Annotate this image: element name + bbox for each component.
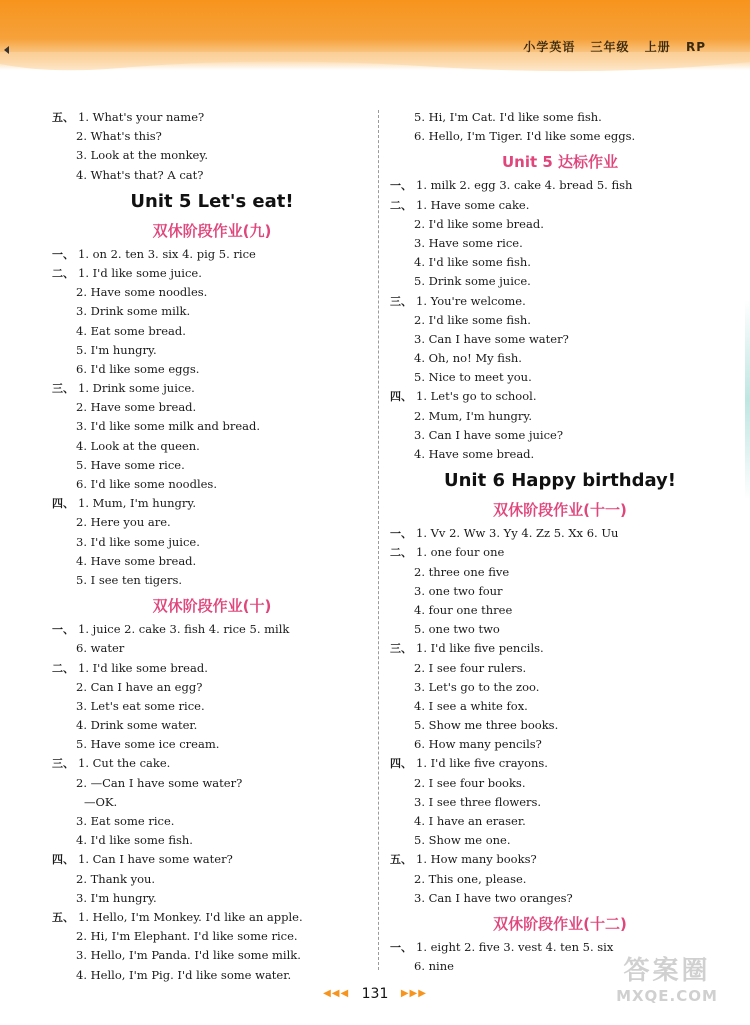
header-wave-decoration (0, 52, 750, 82)
section-title: 双休阶段作业(十) (152, 597, 272, 616)
question-number: 一、 (390, 179, 412, 193)
answer-line: 3. one two four (414, 583, 503, 598)
answer-line: 3. Let's eat some rice. (76, 698, 205, 713)
answer-line: 2. three one five (414, 564, 510, 579)
answer-line: 6. I'd like some eggs. (76, 361, 200, 376)
answer-group-line (390, 524, 730, 543)
answer-line: 2. Here you are. (76, 515, 171, 530)
answer-line: 4. What's that? A cat? (76, 167, 204, 182)
question-number: 五、 (52, 910, 74, 924)
watermark-logo (602, 950, 732, 1020)
answer-text: 1. eight 2. five 3. vest 4. ten 5. six (416, 939, 614, 954)
unit-title: Unit 6 Happy birthday! (443, 470, 676, 492)
answer-line: 3. Can I have some water? (414, 331, 569, 346)
answer-line: 6. How many pencils? (414, 737, 542, 752)
next-arrows-icon: ▶▶▶ (400, 988, 427, 999)
section-title: 双休阶段作业(九) (152, 221, 272, 240)
answer-line: 4. I see a white fox. (414, 698, 528, 713)
answer-line: 3. Eat some rice. (76, 814, 175, 828)
answer-group-line (52, 264, 372, 283)
answer-line: 6. Hello, I'm Tiger. I'd like some eggs. (414, 129, 636, 144)
question-number: 二、 (390, 198, 412, 212)
answer-line: 2. Have some noodles. (76, 285, 208, 300)
answer-line: 3. Let's go to the zoo. (414, 679, 540, 694)
answer-line: 3. Drink some milk. (76, 304, 191, 319)
answer-text: 1. Cut the cake. (78, 756, 171, 771)
book-subject: 小学英语 (523, 40, 576, 54)
answer-line: 6. I'd like some noodles. (76, 477, 217, 491)
answer-line: 5. I see ten tigers. (76, 572, 183, 587)
question-number: 四、 (390, 390, 412, 404)
page-header-band (0, 0, 750, 70)
answer-line: 2. This one, please. (414, 871, 527, 886)
question-number: 三、 (52, 757, 74, 771)
answer-group-line (52, 908, 372, 927)
question-number: 二、 (52, 266, 74, 280)
answer-line: 2. What's this? (76, 129, 162, 144)
answer-line: 5. Show me one. (414, 833, 511, 848)
answer-group-line (52, 379, 372, 398)
answer-text: 1. I'd like five crayons. (416, 756, 548, 771)
answer-line: 4. I'd like some fish. (76, 833, 193, 848)
answer-line: 5. Have some ice cream. (76, 737, 220, 752)
answer-line: 2. Have some bread. (76, 400, 197, 415)
answer-line: 2. Mum, I'm hungry. (414, 408, 532, 423)
answer-line: 3. I see three flowers. (414, 794, 542, 809)
answer-group-line (52, 754, 372, 773)
answer-line: 3. I'm hungry. (76, 890, 157, 905)
answer-line: 6. nine (414, 959, 454, 974)
answer-text: 1. I'd like some bread. (78, 660, 208, 675)
answer-group-line (390, 292, 730, 311)
answer-line: 5. one two two (414, 622, 500, 637)
answer-text: 1. Let's go to school. (416, 389, 537, 404)
answer-line: 3. Have some rice. (414, 235, 523, 250)
answer-text: 1. Have some cake. (416, 197, 530, 212)
question-number: 五、 (390, 853, 412, 867)
answer-line: 2. Thank you. (76, 871, 156, 886)
page-number: 131 (361, 986, 389, 1002)
answer-line: 3. I'd like some milk and bread. (76, 419, 261, 434)
book-grade: 三年级 (590, 40, 630, 54)
answer-line: 3. Can I have two oranges? (414, 890, 573, 905)
answer-line: 2. I see four rulers. (414, 660, 527, 675)
watermark-url: MXQE.COM (616, 987, 718, 1005)
answer-group-line (390, 850, 730, 869)
answer-line: 2. I see four books. (414, 775, 526, 790)
answer-text: 1. What's your name? (78, 110, 205, 124)
answer-text: 1. How many books? (416, 852, 537, 867)
answer-line: 4. Hello, I'm Pig. I'd like some water. (76, 967, 292, 982)
question-number: 三、 (390, 294, 412, 308)
right-column (390, 108, 730, 976)
answer-group-line (390, 754, 730, 773)
answer-line: 3. I'd like some juice. (76, 534, 200, 549)
answer-text: 1. Hello, I'm Monkey. I'd like an apple. (78, 909, 303, 924)
answer-line: 3. Hello, I'm Panda. I'd like some milk. (76, 948, 301, 963)
section-title: Unit 5 达标作业 (501, 153, 619, 172)
question-number: 四、 (390, 757, 412, 771)
answer-group-line (390, 543, 730, 562)
question-number: 一、 (390, 940, 412, 954)
answer-text: 1. Mum, I'm hungry. (78, 496, 196, 511)
answer-text: 1. Can I have some water? (78, 852, 233, 867)
question-number: 一、 (390, 527, 412, 541)
question-number: 五、 (52, 111, 74, 124)
column-divider (378, 110, 379, 970)
answer-line: 2. —Can I have some water? (76, 775, 243, 790)
section-title: 双休阶段作业(十二) (493, 914, 627, 933)
left-column (52, 108, 372, 985)
book-edition: RP (685, 40, 706, 54)
answer-group-line (52, 659, 372, 678)
answer-group-line (52, 620, 372, 639)
answer-text: 1. on 2. ten 3. six 4. pig 5. rice (78, 246, 256, 261)
answer-group-line (52, 494, 372, 513)
question-number: 三、 (390, 642, 412, 656)
answer-group-line (52, 850, 372, 869)
answer-text: 1. one four one (416, 545, 505, 560)
answer-line: 2. Hi, I'm Elephant. I'd like some rice. (76, 929, 298, 944)
answer-group-line (52, 245, 372, 264)
answer-line: 4. Oh, no! My fish. (414, 351, 522, 366)
answer-line: 5. I'm hungry. (76, 342, 157, 357)
answer-group-line (390, 196, 730, 215)
answer-line: 4. Have some bread. (76, 553, 197, 568)
answer-line: 4. I'd like some fish. (414, 255, 531, 270)
answer-group-line (52, 108, 372, 127)
page-marker-icon (4, 46, 9, 54)
answer-line: 6. water (76, 641, 125, 656)
side-decoration (745, 300, 750, 500)
answer-line: 5. Show me three books. (414, 718, 559, 733)
book-info (513, 38, 706, 55)
answer-text: 1. juice 2. cake 3. fish 4. rice 5. milk (78, 622, 290, 637)
answer-text: 1. milk 2. egg 3. cake 4. bread 5. fish (416, 178, 633, 193)
answer-line: 3. Can I have some juice? (414, 427, 564, 442)
answer-line: —OK. (84, 794, 118, 809)
answer-text: 1. I'd like five pencils. (416, 641, 544, 656)
watermark-text: 答案圈 (623, 956, 711, 986)
answer-line: 4. I have an eraser. (414, 814, 526, 828)
answer-group-line (390, 176, 730, 195)
question-number: 一、 (52, 247, 74, 261)
answer-line: 5. Hi, I'm Cat. I'd like some fish. (414, 110, 602, 124)
prev-arrows-icon: ◀◀◀ (323, 988, 350, 999)
book-term: 上册 (644, 40, 671, 54)
answer-text: 1. I'd like some juice. (78, 265, 202, 280)
section-title: 双休阶段作业(十一) (493, 501, 627, 520)
answer-line: 3. Look at the monkey. (76, 148, 208, 163)
answer-line: 2. I'd like some bread. (414, 216, 544, 231)
answer-line: 4. Eat some bread. (76, 323, 186, 338)
answer-line: 5. Have some rice. (76, 457, 185, 472)
question-number: 四、 (52, 497, 74, 511)
question-number: 二、 (390, 546, 412, 560)
answer-line: 5. Nice to meet you. (414, 370, 532, 385)
answer-text: 1. You're welcome. (416, 293, 526, 308)
answer-line: 4. Have some bread. (414, 447, 535, 461)
answer-group-line (390, 639, 730, 658)
answer-line: 4. Drink some water. (76, 718, 198, 733)
question-number: 四、 (52, 853, 74, 867)
answer-line: 2. Can I have an egg? (76, 679, 203, 694)
answer-text: 1. Vv 2. Ww 3. Yy 4. Zz 5. Xx 6. Uu (416, 526, 619, 541)
answer-line: 2. I'd like some fish. (414, 312, 531, 327)
question-number: 一、 (52, 623, 74, 637)
answer-text: 1. Drink some juice. (78, 381, 195, 396)
answer-line: 4. Look at the queen. (76, 438, 200, 453)
answer-line: 4. four one three (414, 602, 513, 617)
answer-group-line (390, 387, 730, 406)
question-number: 二、 (52, 661, 74, 675)
question-number: 三、 (52, 382, 74, 396)
answer-line: 5. Drink some juice. (414, 274, 531, 289)
unit-title: Unit 5 Let's eat! (130, 190, 294, 212)
